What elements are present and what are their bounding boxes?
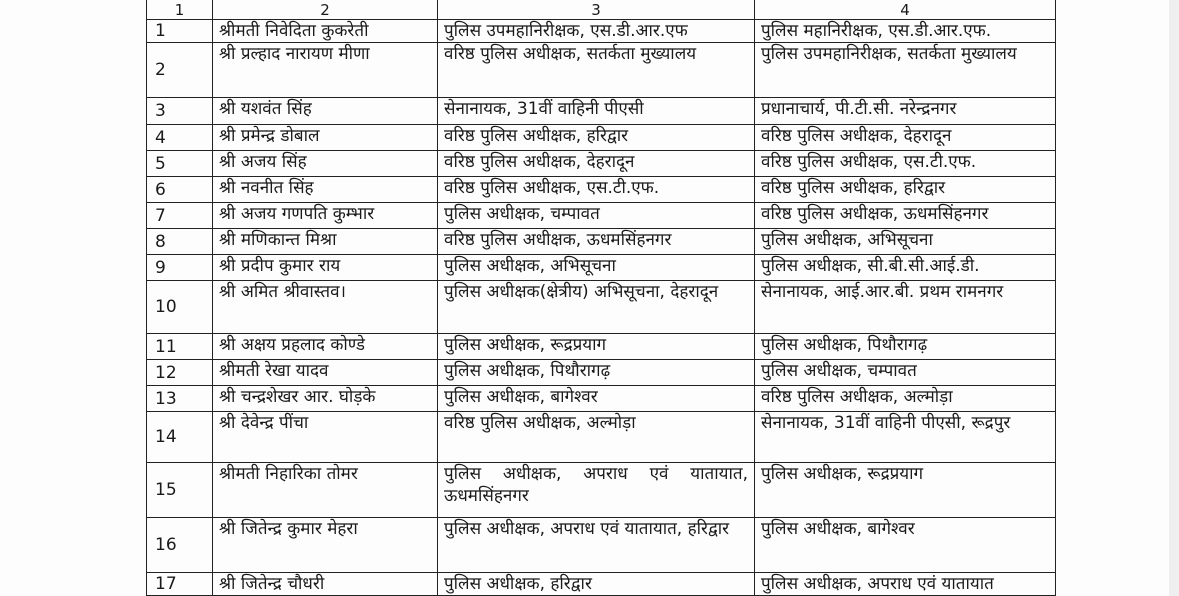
current-posting: वरिष्ठ पुलिस अधीक्षक, एस.टी.एफ. [438,177,755,203]
current-posting: पुलिस अधीक्षक, अपराध एवं यातायात, हरिद्वार [438,518,755,573]
officer-name: श्री अजय गणपति कुम्भार [213,203,438,229]
officer-name: श्री अमित श्रीवास्तव। [213,281,438,334]
transfer-table [146,0,1056,596]
new-posting: वरिष्ठ पुलिस अधीक्षक, हरिद्वार [755,177,1056,203]
serial-number: 10 [147,281,213,334]
table-header-row [147,0,1056,20]
new-posting: पुलिस अधीक्षक, सी.बी.सी.आई.डी. [755,255,1056,281]
officer-name: श्री अक्षय प्रहलाद कोण्डे [213,334,438,360]
current-posting: पुलिस अधीक्षक, अपराध एवं यातायात, ऊधमसिंहनगर [438,463,755,518]
officer-name: श्री देवेन्द्र पींचा [213,412,438,463]
officer-name: श्री चन्द्रशेखर आर. घोड़के [213,386,438,412]
serial-number: 12 [147,360,213,386]
current-posting: वरिष्ठ पुलिस अधीक्षक, ऊधमसिंहनगर [438,229,755,255]
serial-number: 17 [147,573,213,596]
new-posting: वरिष्ठ पुलिस अधीक्षक, अल्मोड़ा [755,386,1056,412]
serial-number: 2 [147,43,213,98]
serial-number: 3 [147,98,213,125]
table-row [147,20,1056,43]
new-posting: पुलिस उपमहानिरीक्षक, सतर्कता मुख्यालय [755,43,1056,98]
current-posting: सेनानायक, 31वीं वाहिनी पीएसी [438,98,755,125]
current-posting: पुलिस अधीक्षक, अभिसूचना [438,255,755,281]
header-col-3: 3 [438,0,755,20]
table-row [147,43,1056,98]
serial-number: 7 [147,203,213,229]
table-row [147,125,1056,151]
current-posting: वरिष्ठ पुलिस अधीक्षक, हरिद्वार [438,125,755,151]
current-posting: पुलिस अधीक्षक, चम्पावत [438,203,755,229]
current-posting: वरिष्ठ पुलिस अधीक्षक, अल्मोड़ा [438,412,755,463]
table-row [147,255,1056,281]
current-posting: पुलिस उपमहानिरीक्षक, एस.डी.आर.एफ [438,20,755,43]
serial-number: 8 [147,229,213,255]
serial-number: 14 [147,412,213,463]
table-row [147,412,1056,463]
current-posting: पुलिस अधीक्षक, रूद्रप्रयाग [438,334,755,360]
page-edge [1169,0,1179,596]
serial-number: 11 [147,334,213,360]
new-posting: पुलिस अधीक्षक, बागेश्वर [755,518,1056,573]
new-posting: पुलिस अधीक्षक, अभिसूचना [755,229,1056,255]
officer-name: श्री प्रमेन्द्र डोबाल [213,125,438,151]
officer-name: श्री प्रल्हाद नारायण मीणा [213,43,438,98]
header-col-4: 4 [755,0,1056,20]
header-col-1: 1 [147,0,213,20]
officer-name: श्रीमती रेखा यादव [213,360,438,386]
officer-name: श्री जितेन्द्र चौधरी [213,573,438,596]
header-col-2: 2 [213,0,438,20]
officer-name: श्री प्रदीप कुमार राय [213,255,438,281]
officer-name: श्री जितेन्द्र कुमार मेहरा [213,518,438,573]
table-row [147,334,1056,360]
officer-name: श्री मणिकान्त मिश्रा [213,229,438,255]
officer-name: श्री नवनीत सिंह [213,177,438,203]
current-posting: पुलिस अधीक्षक, पिथौरागढ़ [438,360,755,386]
table-row [147,281,1056,334]
table-row [147,518,1056,573]
table-row [147,203,1056,229]
current-posting: पुलिस अधीक्षक(क्षेत्रीय) अभिसूचना, देहरादून [438,281,755,334]
table-row [147,151,1056,177]
serial-number: 4 [147,125,213,151]
serial-number: 15 [147,463,213,518]
table-row [147,386,1056,412]
table-row [147,177,1056,203]
serial-number: 16 [147,518,213,573]
serial-number: 5 [147,151,213,177]
officer-name: श्रीमती निवेदिता कुकरेती [213,20,438,43]
new-posting: वरिष्ठ पुलिस अधीक्षक, ऊधमसिंहनगर [755,203,1056,229]
new-posting: पुलिस महानिरीक्षक, एस.डी.आर.एफ. [755,20,1056,43]
new-posting: पुलिस अधीक्षक, रूद्रप्रयाग [755,463,1056,518]
table-row [147,98,1056,125]
serial-number: 6 [147,177,213,203]
new-posting: प्रधानाचार्य, पी.टी.सी. नरेन्द्रनगर [755,98,1056,125]
serial-number: 13 [147,386,213,412]
current-posting: पुलिस अधीक्षक, बागेश्वर [438,386,755,412]
new-posting: पुलिस अधीक्षक, पिथौरागढ़ [755,334,1056,360]
new-posting: वरिष्ठ पुलिस अधीक्षक, एस.टी.एफ. [755,151,1056,177]
new-posting: पुलिस अधीक्षक, चम्पावत [755,360,1056,386]
officer-name: श्रीमती निहारिका तोमर [213,463,438,518]
current-posting: वरिष्ठ पुलिस अधीक्षक, देहरादून [438,151,755,177]
current-posting: वरिष्ठ पुलिस अधीक्षक, सतर्कता मुख्यालय [438,43,755,98]
current-posting: पुलिस अधीक्षक, हरिद्वार [438,573,755,596]
new-posting: वरिष्ठ पुलिस अधीक्षक, देहरादून [755,125,1056,151]
table-row [147,573,1056,596]
table-row [147,360,1056,386]
table-row [147,463,1056,518]
new-posting: सेनानायक, 31वीं वाहिनी पीएसी, रूद्रपुर [755,412,1056,463]
officer-name: श्री अजय सिंह [213,151,438,177]
serial-number: 1 [147,20,213,43]
table-row [147,229,1056,255]
new-posting: पुलिस अधीक्षक, अपराध एवं यातायात [755,573,1056,596]
serial-number: 9 [147,255,213,281]
new-posting: सेनानायक, आई.आर.बी. प्रथम रामनगर [755,281,1056,334]
officer-name: श्री यशवंत सिंह [213,98,438,125]
